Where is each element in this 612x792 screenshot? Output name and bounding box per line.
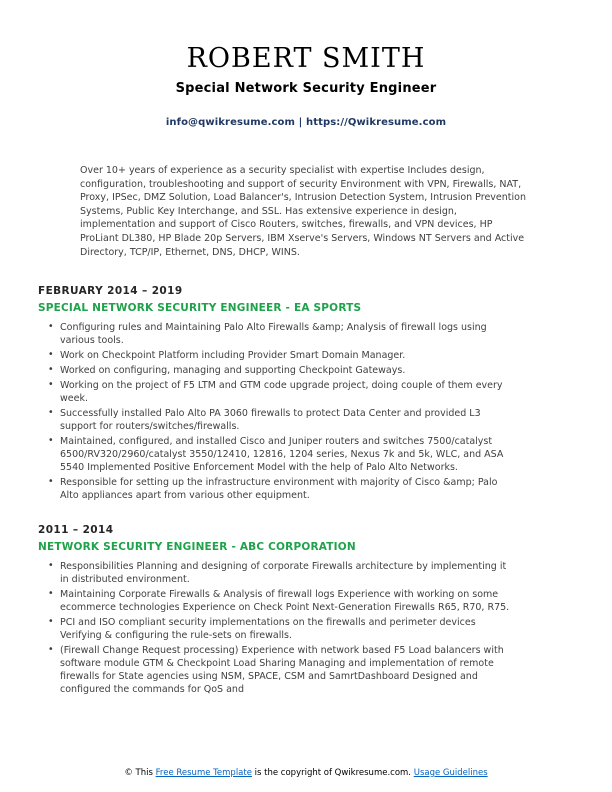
email-link[interactable]: info@qwikresume.com xyxy=(165,117,296,128)
section-heading: NETWORK SECURITY ENGINEER - ABC CORPORATION xyxy=(38,541,356,554)
usage-guidelines-link[interactable]: Usage Guidelines xyxy=(413,768,488,778)
bullet-item: • PCI and ISO compliant security implementations on the firewalls and perimeter devices Verifying & configuring the rule-sets on firewalls. xyxy=(38,616,516,642)
bullet-list xyxy=(38,321,516,502)
resume-header xyxy=(0,0,612,128)
bullet-item: • Maintained, configured, and installed Cisco and Juniper routers and switches 7500/catalyst 6500/RV320/2960/catalyst 3550/12410, 12816, 1204 series, Nexus 7k and 5k, WLC, and ASA 5540 Implemented Positive Enforcement Model with the help of Palo Alto Networks. xyxy=(38,435,516,474)
free-resume-template-link[interactable]: Free Resume Template xyxy=(155,768,252,778)
bullet-item: • Maintaining Corporate Firewalls & Analysis of firewall logs Experience with working on some ecommerce technologies Experience on Check Point Next-Generation Firewalls R65, R70, R75. xyxy=(38,588,516,614)
bullet-list xyxy=(38,560,516,696)
bullet-item: • Configuring rules and Maintaining Palo Alto Firewalls &amp; Analysis of firewall logs using various tools. xyxy=(38,321,516,347)
person-title: Special Network Security Engineer xyxy=(175,81,437,96)
footer-middle: is the copyright of Qwikresume.com. xyxy=(251,768,414,778)
bullet-item: • (Firewall Change Request processing) Experience with network based F5 Load balancers with software module GTM & Checkpoint Load Sharing Managing and implementation of remote firewalls for State agencies using NSM, SPACE, CSM and SamrtDashboard Designed and configured the commands for QoS and xyxy=(38,644,516,696)
section-heading: SPECIAL NETWORK SECURITY ENGINEER - EA SPORTS xyxy=(38,302,362,315)
bullet-item: • Worked on configuring, managing and supporting Checkpoint Gateways. xyxy=(38,364,516,377)
contact-line xyxy=(0,117,612,128)
website-link[interactable]: https://Qwikresume.com xyxy=(305,117,447,128)
bullet-item: • Responsibilities Planning and designing of corporate Firewalls architecture by implementing it in distributed environment. xyxy=(38,560,516,586)
bullet-item: • Successfully installed Palo Alto PA 3060 firewalls to protect Data Center and provided L3 support for routers/switches/firewalls. xyxy=(38,407,516,433)
contact-separator: | xyxy=(295,117,306,128)
section-period: FEBRUARY 2014 – 2019 xyxy=(38,285,183,298)
experience-section-2 xyxy=(38,524,516,696)
footer-prefix: © This xyxy=(124,768,156,778)
bullet-item: • Responsible for setting up the infrastructure environment with majority of Cisco &amp; Palo Alto appliances apart from various other equipment. xyxy=(38,476,516,502)
bullet-item: • Work on Checkpoint Platform including Provider Smart Domain Manager. xyxy=(38,349,516,362)
experience-section-1 xyxy=(38,285,516,502)
section-period: 2011 – 2014 xyxy=(38,524,114,537)
summary-text: Over 10+ years of experience as a security specialist with expertise Includes design, configuration, troubleshooting and support of security Environment with VPN, Firewalls, NAT, Proxy, IPSec, DMZ Solution, Load Balancer's, Intrusion Detection System, Intrusion Prevention Systems, Public Key Interchange, and SSL. Has extensive experience in design, implementation and support of Cisco Routers, switches, firewalls, and VPN devices, HP ProLiant DL380, HP Blade 20p Servers, IBM Xserve's Servers, Windows NT Servers and Active Directory, TCP/IP, Ethernet, DNS, DHCP, WINS. xyxy=(80,165,526,258)
person-name: ROBERT SMITH xyxy=(186,43,426,74)
footer-copyright xyxy=(0,768,612,778)
bullet-item: • Working on the project of F5 LTM and GTM code upgrade project, doing couple of them every week. xyxy=(38,379,516,405)
